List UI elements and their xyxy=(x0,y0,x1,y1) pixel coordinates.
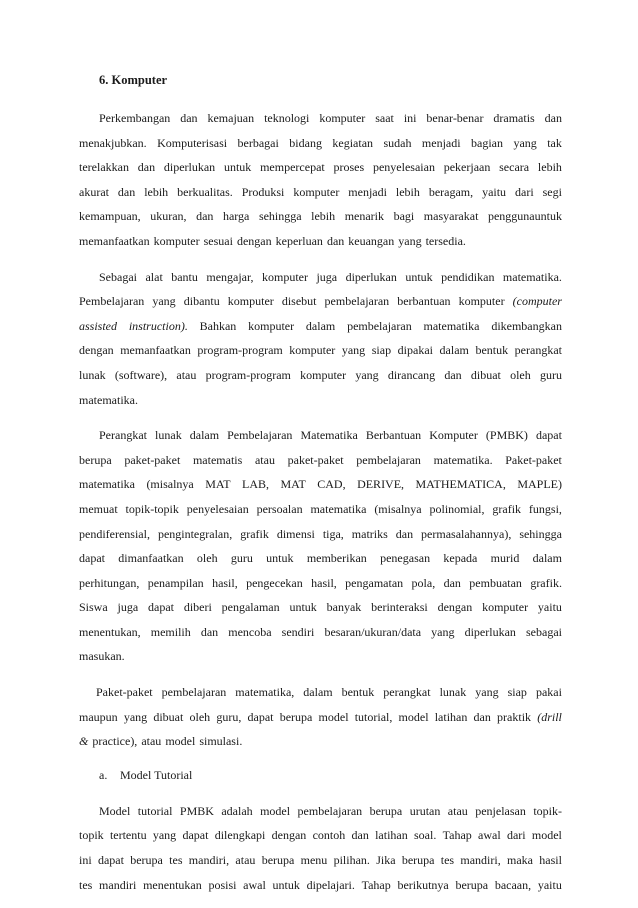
paragraph-line: masukan. xyxy=(79,649,125,664)
paragraph-line: Paket-paket pembelajaran matematika, dalam bentuk perangkat lunak yang siap pakai xyxy=(96,685,562,700)
document-page xyxy=(79,70,562,908)
paragraph-line: kemampuan, ukuran, dan harga sehingga lebih menarik bagi masyarakat penggunauntuk xyxy=(79,209,562,224)
paragraph-line: topik tertentu yang dapat dilengkapi dengan contoh dan latihan soal. Tahap awal dari model xyxy=(79,828,562,843)
paragraph-line: akurat dan lebih berkualitas. Produksi komputer menjadi lebih beragam, yaitu dari segi xyxy=(79,184,562,199)
list-item xyxy=(99,765,562,785)
paragraph-line: dengan memanfaatkan program-program komputer yang siap dipakai dalam bentuk perangkat xyxy=(79,343,562,358)
paragraph-line: tes mandiri menentukan posisi awal untuk dipelajari. Tahap berikutnya berupa bacaan, yaitu xyxy=(79,877,562,892)
paragraph-4 xyxy=(79,680,562,754)
paragraph-line: Model tutorial PMBK adalah model pembelajaran berupa urutan atau penjelasan topik- xyxy=(99,803,562,818)
paragraph-line: perhitungan, penampilan hasil, pengecekan hasil, pengamatan pola, dan pembuatan grafik. xyxy=(79,575,562,590)
list-marker: a. xyxy=(99,767,108,782)
paragraph-line: terelakkan dan diperlukan untuk mempercepat proses penyelesaian pekerjaan secara lebih xyxy=(79,160,562,175)
paragraph-line: matematika (misalnya MAT LAB, MAT CAD, DERIVE, MATHEMATICA, MAPLE) xyxy=(79,477,562,492)
section-heading: 6. Komputer xyxy=(99,73,168,87)
paragraph-line: dapat dimanfaatkan oleh guru untuk memberikan penegasan kepada murid dalam xyxy=(79,551,562,566)
paragraph-line: maupun yang dibuat oleh guru, dapat berupa model tutorial, model latihan dan praktik (drill xyxy=(79,709,562,724)
paragraph-3 xyxy=(79,423,562,669)
paragraph-line: lunak (software), atau program-program komputer yang dirancang dan dibuat oleh guru xyxy=(79,367,562,382)
paragraph-line: Perkembangan dan kemajuan teknologi komputer saat ini benar-benar dramatis dan xyxy=(99,111,562,125)
paragraph-1 xyxy=(79,106,562,254)
paragraph-line: berupa paket-paket matematis atau paket-paket pembelajaran matematika. Paket-paket xyxy=(79,452,562,467)
paragraph-line: memanfaatkan komputer sesuai dengan keperluan dan keuangan yang tersedia. xyxy=(79,233,466,248)
paragraph-line: Sebagai alat bantu mengajar, komputer juga diperlukan untuk pendidikan matematika. xyxy=(99,269,562,284)
paragraph-line: memuat topik-topik penyelesaian persoalan matematika (misalnya polinomial, grafik fungsi, xyxy=(79,501,562,516)
paragraph-line: matematika. xyxy=(79,392,138,407)
paragraph-line: assisted instruction). Bahkan komputer dalam pembelajaran matematika dikembangkan xyxy=(79,318,562,333)
paragraph-line: menakjubkan. Komputerisasi berbagai bidang kegiatan sudah menjadi bagian yang tak xyxy=(79,135,562,150)
paragraph-line: menentukan, memilih dan mencoba sendiri besaran/ukuran/data yang diperlukan sebagai xyxy=(79,624,562,639)
paragraph-line: & practice), atau model simulasi. xyxy=(79,734,243,749)
paragraph-line: ini dapat berupa tes mandiri, atau berupa menu pilihan. Jika berupa tes mandiri, maka hasil xyxy=(79,853,562,868)
paragraph-5 xyxy=(79,799,562,897)
paragraph-line: pendiferensial, pengintegralan, grafik dimensi tiga, matriks dan permasalahannya), sehingga xyxy=(79,526,562,541)
paragraph-2 xyxy=(79,265,562,413)
paragraph-line: Pembelajaran yang dibantu komputer disebut pembelajaran berbantuan komputer (computer xyxy=(79,294,562,309)
paragraph-line: Siswa juga dapat diberi pengalaman untuk banyak berinteraksi dengan komputer yaitu xyxy=(79,600,562,615)
list-item-label: Model Tutorial xyxy=(120,767,193,782)
paragraph-line: Perangkat lunak dalam Pembelajaran Matematika Berbantuan Komputer (PMBK) dapat xyxy=(99,428,562,443)
